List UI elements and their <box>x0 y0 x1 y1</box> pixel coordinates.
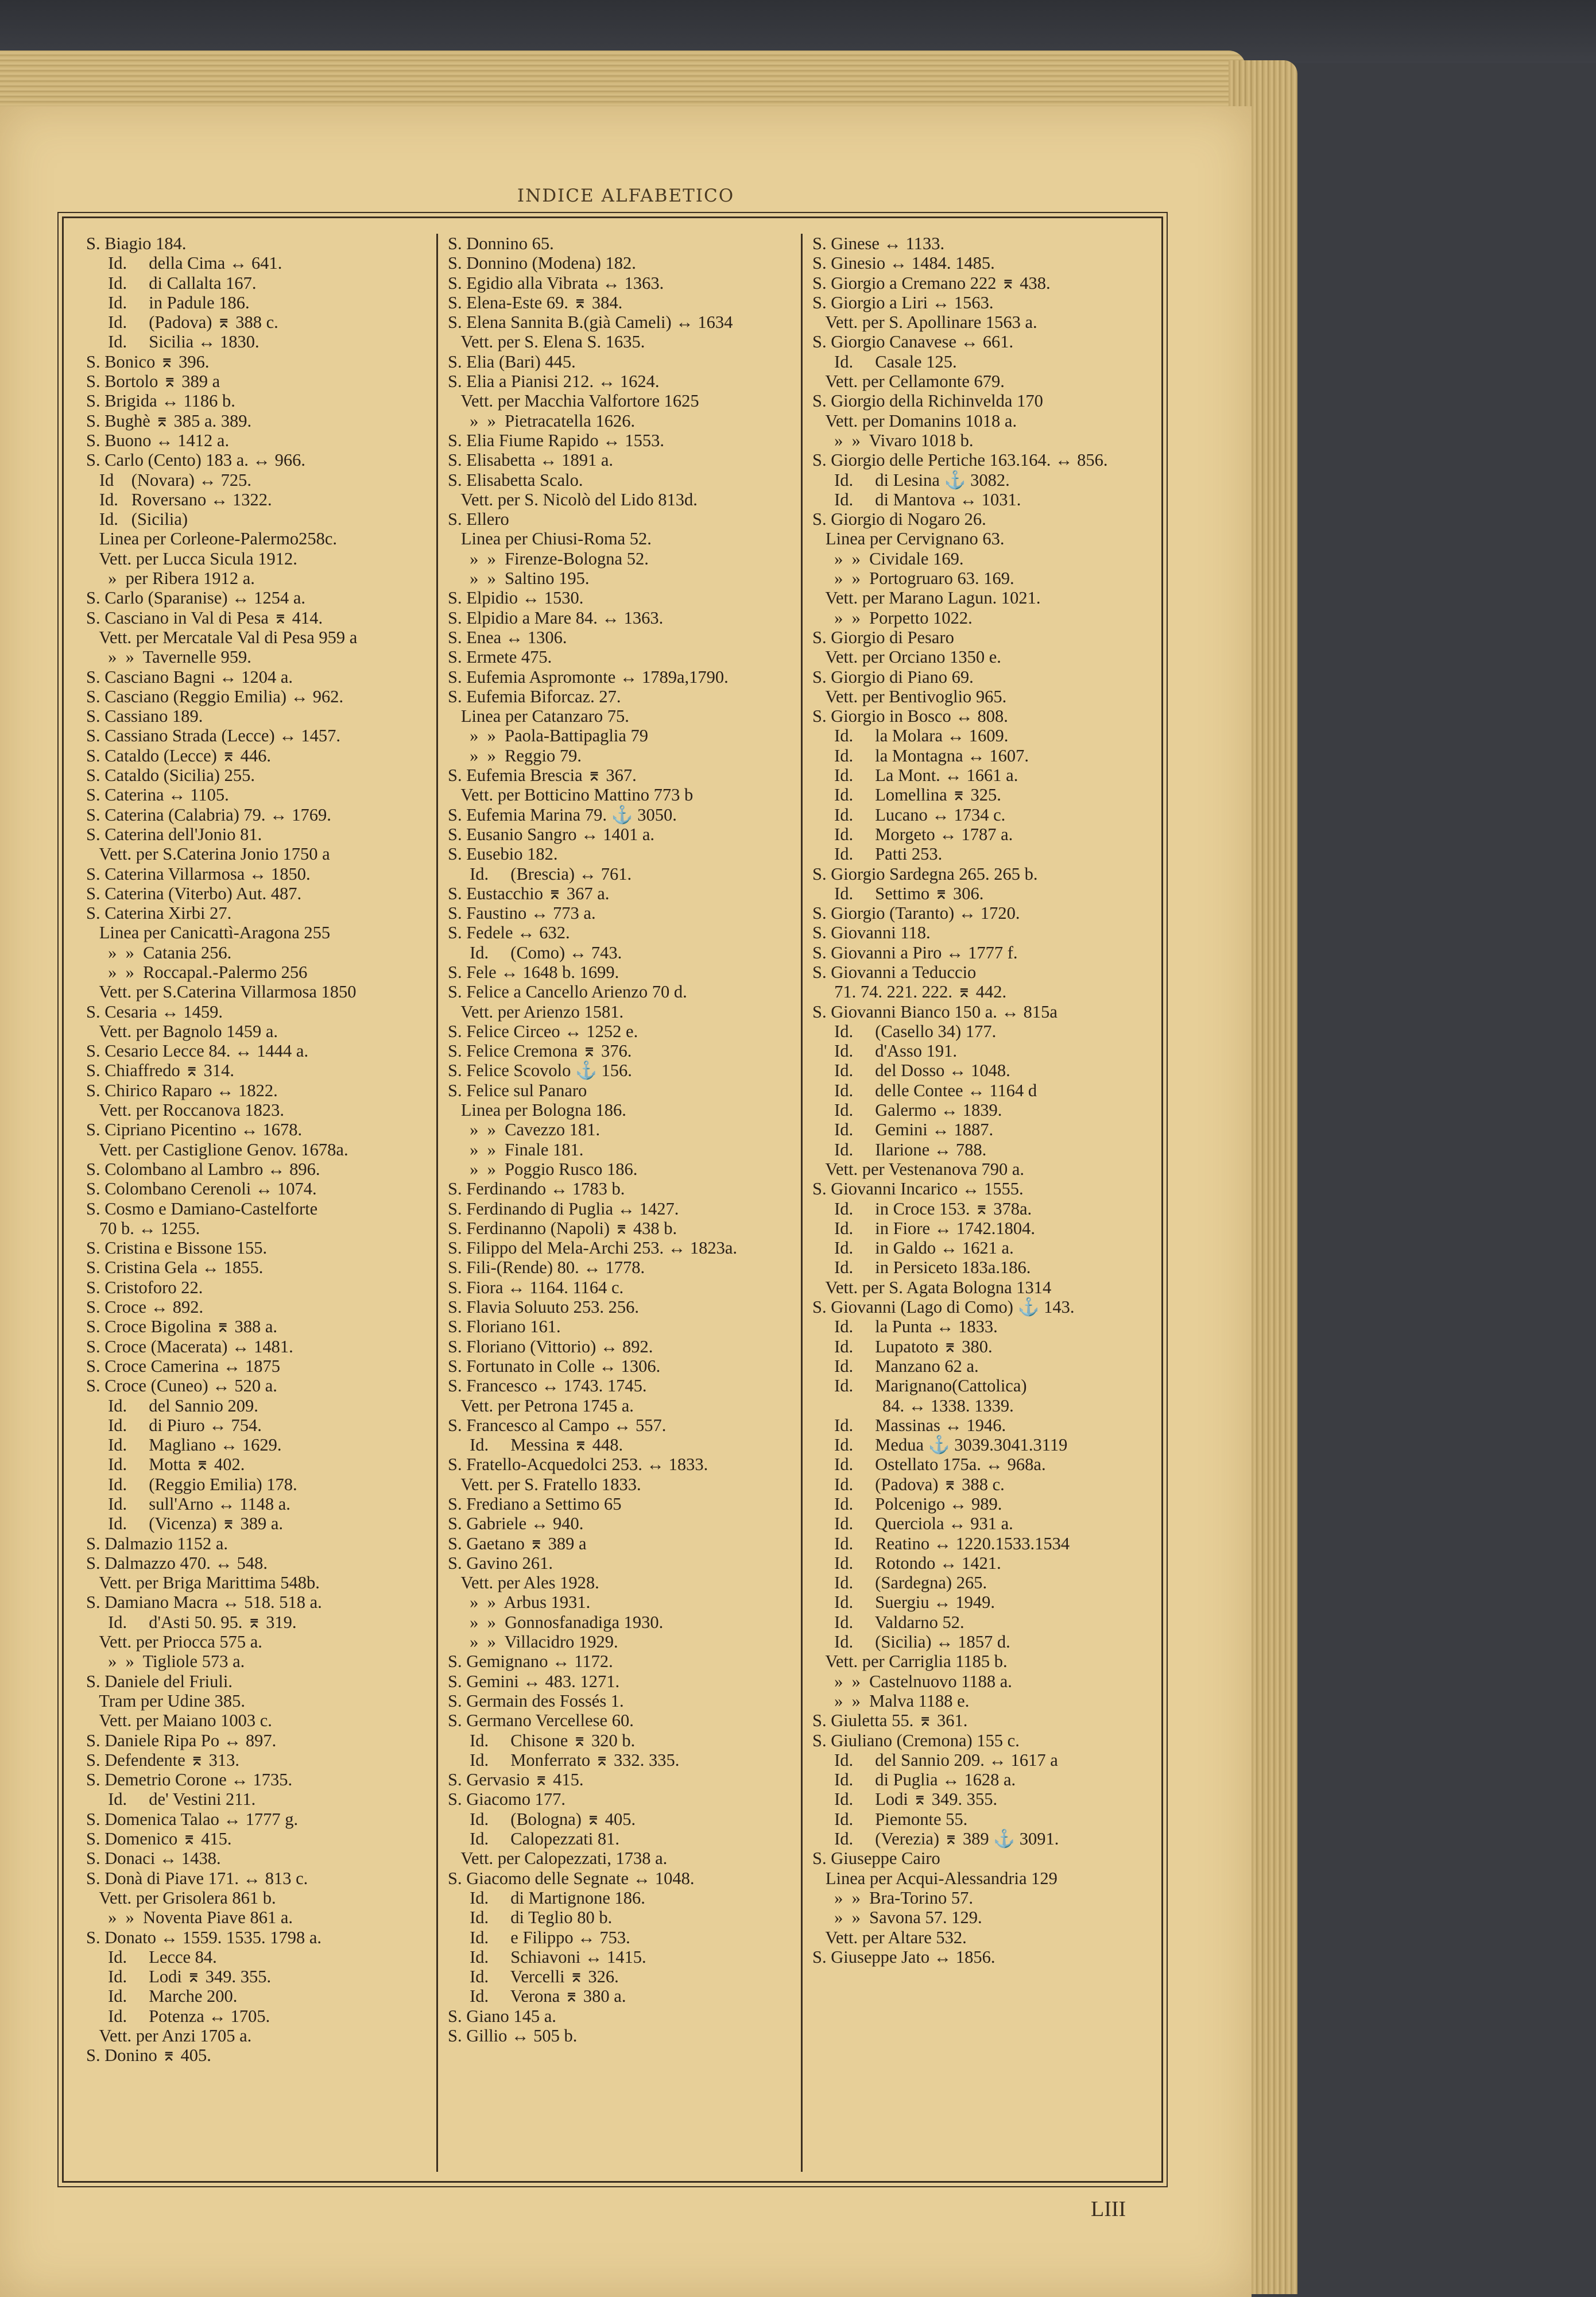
index-entry: Id. di Teglio 80 b. <box>448 1908 613 1928</box>
index-entry: S. Giorgio in Bosco ↔ 808. <box>812 706 1008 726</box>
index-entry: S. Cassiano 189. <box>86 706 203 726</box>
index-entry: S. Francesco ↔ 1743. 1745. <box>448 1376 647 1396</box>
index-entry: Vett. per Marano Lagun. 1021. <box>812 588 1041 608</box>
index-entry: S. Floriano 161. <box>448 1317 561 1337</box>
index-entry: Id. Sicilia ↔ 1830. <box>86 332 259 352</box>
index-entry: S. Eusanio Sangro ↔ 1401 a. <box>448 824 655 844</box>
index-entry: Id. (Verezia) ⌆ 389 ⚓ 3091. <box>812 1829 1059 1849</box>
index-entry: S. Bughè ⌆ 385 a. 389. <box>86 411 252 431</box>
index-entry: Id. (Sardegna) 265. <box>812 1573 987 1593</box>
index-entry: S. Giuletta 55. ⌆ 361. <box>812 1711 968 1731</box>
index-entry: S. Ginese ↔ 1133. <box>812 234 945 253</box>
index-entry: S. Daniele Ripa Po ↔ 897. <box>86 1730 277 1750</box>
index-entry: S. Biagio 184. <box>86 234 187 253</box>
index-entry: Id. Marche 200. <box>86 1986 238 2006</box>
index-entry: S. Daniele del Friuli. <box>86 1671 233 1691</box>
index-entry: S. Ginesio ↔ 1484. 1485. <box>812 253 995 273</box>
index-entry: Id. in Padule 186. <box>86 292 250 312</box>
book-page <box>0 106 1252 2297</box>
index-entry: » » Gonnosfanadiga 1930. <box>448 1612 664 1632</box>
index-entry: Id. Lucano ↔ 1734 c. <box>812 805 1006 825</box>
index-entry: Id. Ilarione ↔ 788. <box>812 1139 987 1159</box>
index-entry: 84. ↔ 1338. 1339. <box>812 1395 1014 1416</box>
index-entry: S. Giorgio a Liri ↔ 1563. <box>812 292 994 312</box>
index-entry: S. Giorgio di Nogaro 26. <box>812 509 986 529</box>
index-entry: Vett. per Anzi 1705 a. <box>86 2026 252 2046</box>
index-entry: Id. (Padova) ⌆ 388 c. <box>86 312 278 332</box>
column-rule <box>436 234 438 2172</box>
index-entry: S. Donnino 65. <box>448 234 554 253</box>
index-entry: Id. la Montagna ↔ 1607. <box>812 745 1029 765</box>
index-entry: S. Fratello-Acquedolci 253. ↔ 1833. <box>448 1455 708 1475</box>
index-entry: » » Pietracatella 1626. <box>448 411 636 431</box>
index-entry: S. Giovanni a Piro ↔ 1777 f. <box>812 942 1018 962</box>
index-entry: S. Dalmazio 1152 a. <box>86 1533 228 1553</box>
index-entry: S. Giorgio delle Pertiche 163.164. ↔ 856. <box>812 450 1108 470</box>
index-entry: Vett. per Lucca Sicula 1912. <box>86 548 297 569</box>
index-entry: S. Enea ↔ 1306. <box>448 627 567 647</box>
index-entry: S. Eufemia Biforcaz. 27. <box>448 686 621 706</box>
index-entry: Linea per Canicattì-Aragona 255 <box>86 923 331 943</box>
index-entry: Id. (Padova) ⌆ 388 c. <box>812 1474 1005 1494</box>
index-entry: » » Tavernelle 959. <box>86 647 251 667</box>
index-entry: S. Donaci ↔ 1438. <box>86 1849 221 1869</box>
index-entry: Id. Suergiu ↔ 1949. <box>812 1592 995 1612</box>
index-entry: Id. Potenza ↔ 1705. <box>86 2006 270 2026</box>
index-entry: S. Giovanni 118. <box>812 923 931 943</box>
index-entry: S. Caterina (Viterbo) Aut. 487. <box>86 883 302 903</box>
index-entry: Id. di Lesina ⚓ 3082. <box>812 470 1010 490</box>
index-entry: S. Gervasio ⌆ 415. <box>448 1770 584 1790</box>
index-entry: S. Egidio alla Vibrata ↔ 1363. <box>448 273 664 293</box>
index-entry: Id. Verona ⌆ 380 a. <box>448 1986 626 2006</box>
index-entry: S. Brigida ↔ 1186 b. <box>86 391 235 411</box>
index-entry: Linea per Chiusi-Roma 52. <box>448 529 652 549</box>
index-entry: S. Giorgio Canavese ↔ 661. <box>812 332 1014 352</box>
index-entry: S. Cristina e Bissone 155. <box>86 1238 268 1258</box>
index-entry: S. Ermete 475. <box>448 647 552 667</box>
index-entry: S. Donà di Piave 171. ↔ 813 c. <box>86 1868 308 1888</box>
index-entry: Id. (Sicilia) <box>86 509 188 529</box>
index-entry: S. Gemini ↔ 483. 1271. <box>448 1671 620 1691</box>
index-entry: S. Giacomo 177. <box>448 1789 566 1809</box>
index-entry: Id. (Reggio Emilia) 178. <box>86 1474 297 1494</box>
index-entry: Vett. per Carriglia 1185 b. <box>812 1652 1008 1672</box>
index-entry: Linea per Catanzaro 75. <box>448 706 629 726</box>
index-entry: Id. d'Asti 50. 95. ⌆ 319. <box>86 1612 297 1632</box>
index-entry: S. Elena Sannita B.(già Cameli) ↔ 1634 <box>448 312 733 332</box>
index-entry: S. Gemignano ↔ 1172. <box>448 1652 613 1672</box>
index-entry: S. Donato ↔ 1559. 1535. 1798 a. <box>86 1927 322 1947</box>
index-entry: Id. di Martignone 186. <box>448 1888 645 1908</box>
index-entry: Id. Marignano(Cattolica) <box>812 1376 1027 1396</box>
index-entry: » » Reggio 79. <box>448 745 582 765</box>
index-entry: S. Frediano a Settimo 65 <box>448 1494 622 1514</box>
index-entry: S. Eufemia Brescia ⌆ 367. <box>448 765 637 786</box>
index-entry: S. Cataldo (Lecce) ⌆ 446. <box>86 745 271 765</box>
index-entry: S. Elpidio ↔ 1530. <box>448 588 584 608</box>
index-entry: Linea per Corleone-Palermo258c. <box>86 529 338 549</box>
index-entry: » » Cividale 169. <box>812 548 964 569</box>
index-entry: S. Cesario Lecce 84. ↔ 1444 a. <box>86 1041 309 1061</box>
index-entry: » » Catania 256. <box>86 942 232 962</box>
index-entry: Id. (Bologna) ⌆ 405. <box>448 1809 636 1829</box>
index-entry: Id. Manzano 62 a. <box>812 1356 979 1376</box>
index-entry: » » Savona 57. 129. <box>812 1908 982 1928</box>
index-entry: S. Carlo (Cento) 183 a. ↔ 966. <box>86 450 306 470</box>
index-entry: S. Giorgio di Piano 69. <box>812 667 974 687</box>
index-entry: S. Eustacchio ⌆ 367 a. <box>448 883 610 903</box>
index-entry: Id. del Dosso ↔ 1048. <box>812 1061 1010 1081</box>
index-entry: Id. Morgeto ↔ 1787 a. <box>812 824 1013 844</box>
index-entry: S. Bonico ⌆ 396. <box>86 351 210 372</box>
index-entry: Vett. per S. Fratello 1833. <box>448 1474 641 1494</box>
index-entry: Id. del Sannio 209. ↔ 1617 a <box>812 1750 1058 1770</box>
index-entry: S. Gavino 261. <box>448 1553 553 1573</box>
index-entry: » » Firenze-Bologna 52. <box>448 548 649 569</box>
index-entry: S. Gabriele ↔ 940. <box>448 1514 584 1534</box>
index-entry: » » Malva 1188 e. <box>812 1691 970 1711</box>
index-entry: Vett. per Botticino Mattino 773 b <box>448 785 694 805</box>
index-entry: » » Villacidro 1929. <box>448 1632 618 1652</box>
index-entry: S. Elisabetta ↔ 1891 a. <box>448 450 614 470</box>
index-entry: » » Saltino 195. <box>448 569 590 589</box>
index-entry: Linea per Acqui-Alessandria 129 <box>812 1868 1057 1888</box>
index-entry: S. Faustino ↔ 773 a. <box>448 903 596 923</box>
index-entry: Linea per Bologna 186. <box>448 1100 626 1120</box>
index-entry: S. Croce ↔ 892. <box>86 1297 204 1317</box>
index-entry: Id. Magliano ↔ 1629. <box>86 1435 282 1455</box>
index-entry: Id. Lodi ⌆ 349. 355. <box>86 1967 272 1987</box>
index-entry: S. Eusebio 182. <box>448 844 558 864</box>
index-entry: S. Cosmo e Damiano-Castelforte <box>86 1198 318 1219</box>
index-entry: S. Giovanni (Lago di Como) ⚓ 143. <box>812 1297 1075 1317</box>
index-entry: Id. Reatino ↔ 1220.1533.1534 <box>812 1533 1070 1553</box>
index-entry: S. Chiaffredo ⌆ 314. <box>86 1061 234 1081</box>
index-entry: Id. Ostellato 175a. ↔ 968a. <box>812 1455 1046 1475</box>
index-entry: S. Cataldo (Sicilia) 255. <box>86 765 255 786</box>
index-entry: S. Defendente ⌆ 313. <box>86 1750 239 1770</box>
index-entry: Vett. per S. Nicolò del Lido 813d. <box>448 489 698 509</box>
index-entry: Vett. per Roccanova 1823. <box>86 1100 285 1120</box>
index-entry: Vett. per Calopezzati, 1738 a. <box>448 1849 668 1869</box>
index-entry: S. Gillio ↔ 505 b. <box>448 2026 578 2046</box>
index-entry: Id. Galermo ↔ 1839. <box>812 1100 1002 1120</box>
index-entry: Id. Lodi ⌆ 349. 355. <box>812 1789 998 1809</box>
index-entry: Id. Settimo ⌆ 306. <box>812 883 984 903</box>
index-entry: S. Giorgio di Pesaro <box>812 627 954 647</box>
index-entry: Id. Valdarno 52. <box>812 1612 964 1632</box>
index-entry: S. Elisabetta Scalo. <box>448 470 583 490</box>
index-entry: Id. e Filippo ↔ 753. <box>448 1927 630 1947</box>
index-entry: S. Bortolo ⌆ 389 a <box>86 372 220 392</box>
index-entry: Id (Novara) ↔ 725. <box>86 470 251 490</box>
index-entry: S. Germano Vercellese 60. <box>448 1711 634 1731</box>
index-entry: S. Cristoforo 22. <box>86 1277 203 1297</box>
index-entry: S. Elena-Este 69. ⌆ 384. <box>448 292 623 312</box>
index-entry: Linea per Cervignano 63. <box>812 529 1005 549</box>
index-entry: Id. Schiavoni ↔ 1415. <box>448 1947 646 1967</box>
index-entry: Id. del Sannio 209. <box>86 1395 258 1416</box>
index-entry: Id. d'Asso 191. <box>812 1041 958 1061</box>
index-entry: S. Croce (Cuneo) ↔ 520 a. <box>86 1376 277 1396</box>
page-stack-top <box>0 51 1246 114</box>
index-entry: Id. di Piuro ↔ 754. <box>86 1415 262 1435</box>
index-entry: S. Donnino (Modena) 182. <box>448 253 636 273</box>
index-entry: S. Caterina ↔ 1105. <box>86 785 229 805</box>
index-entry: S. Elia Fiume Rapido ↔ 1553. <box>448 430 665 450</box>
index-entry: Vett. per Bentivoglio 965. <box>812 686 1007 706</box>
index-entry: S. Caterina Xirbi 27. <box>86 903 232 923</box>
index-column-3 <box>812 234 1163 2175</box>
index-entry: S. Cristina Gela ↔ 1855. <box>86 1258 264 1278</box>
index-entry: S. Ferdinando di Puglia ↔ 1427. <box>448 1198 679 1219</box>
index-entry: Vett. per S. Apollinare 1563 a. <box>812 312 1037 332</box>
index-entry: S. Croce (Macerata) ↔ 1481. <box>86 1336 293 1356</box>
index-entry: S. Giovanni Bianco 150 a. ↔ 815a <box>812 1001 1057 1022</box>
index-entry: Vett. per Grisolera 861 b. <box>86 1888 276 1908</box>
index-entry: » » Paola-Battipaglia 79 <box>448 726 648 746</box>
index-entry: S. Giuliano (Cremona) 155 c. <box>812 1730 1020 1750</box>
index-entry: Id. (Casello 34) 177. <box>812 1021 997 1041</box>
index-entry: Id. la Punta ↔ 1833. <box>812 1317 998 1337</box>
index-entry: S. Damiano Macra ↔ 518. 518 a. <box>86 1592 322 1612</box>
index-entry: Id. de' Vestini 211. <box>86 1789 256 1809</box>
index-entry: Id. in Croce 153. ⌆ 378a. <box>812 1198 1032 1219</box>
index-entry: Vett. per Maiano 1003 c. <box>86 1711 272 1731</box>
index-entry: Id. Massinas ↔ 1946. <box>812 1415 1006 1435</box>
index-entry: » » Noventa Piave 861 a. <box>86 1908 293 1928</box>
index-entry: » » Portogruaro 63. 169. <box>812 569 1014 589</box>
index-entry: » » Vivaro 1018 b. <box>812 430 974 450</box>
index-entry: S. Giacomo delle Segnate ↔ 1048. <box>448 1868 695 1888</box>
index-entry: Vett. per Petrona 1745 a. <box>448 1395 634 1416</box>
index-entry: S. Floriano (Vittorio) ↔ 892. <box>448 1336 653 1356</box>
index-entry: Id. Piemonte 55. <box>812 1809 968 1829</box>
index-entry: S. Giovanni a Teduccio <box>812 962 977 982</box>
index-entry: Id. Messina ⌆ 448. <box>448 1435 623 1455</box>
index-entry: S. Flavia Soluuto 253. 256. <box>448 1297 639 1317</box>
index-entry: » » Roccapal.-Palermo 256 <box>86 962 308 982</box>
index-entry: Vett. per S.Caterina Jonio 1750 a <box>86 844 330 864</box>
index-entry: Id. La Mont. ↔ 1661 a. <box>812 765 1018 786</box>
index-entry: Id. (Brescia) ↔ 761. <box>448 864 632 884</box>
index-entry: S. Casciano Bagni ↔ 1204 a. <box>86 667 293 687</box>
index-entry: Id. in Fiore ↔ 1742.1804. <box>812 1218 1036 1238</box>
column-rule <box>801 234 803 2172</box>
index-entry: S. Felice sul Panaro <box>448 1080 587 1100</box>
index-entry: S. Gaetano ⌆ 389 a <box>448 1533 587 1553</box>
index-entry: S. Ferdinando ↔ 1783 b. <box>448 1179 625 1199</box>
index-entry: S. Eufemia Aspromonte ↔ 1789a,1790. <box>448 667 729 687</box>
index-entry: Vett. per S. Agata Bologna 1314 <box>812 1277 1052 1297</box>
index-entry: » » Arbus 1931. <box>448 1592 591 1612</box>
index-entry: S. Buono ↔ 1412 a. <box>86 430 230 450</box>
index-entry: S. Giuseppe Cairo <box>812 1849 940 1869</box>
index-entry: Vett. per Bagnolo 1459 a. <box>86 1021 278 1041</box>
index-entry: S. Giorgio della Richinvelda 170 <box>812 391 1043 411</box>
index-entry: Vett. per Macchia Valfortore 1625 <box>448 391 699 411</box>
index-entry: » per Ribera 1912 a. <box>86 569 255 589</box>
index-entry: Id. in Persiceto 183a.186. <box>812 1258 1031 1278</box>
index-entry: S. Caterina Villarmosa ↔ 1850. <box>86 864 311 884</box>
index-entry: Vett. per S.Caterina Villarmosa 1850 <box>86 982 357 1002</box>
index-entry: S. Dalmazzo 470. ↔ 548. <box>86 1553 268 1573</box>
index-entry: » » Bra-Torino 57. <box>812 1888 973 1908</box>
index-entry: S. Germain des Fossés 1. <box>448 1691 624 1711</box>
index-entry: S. Casciano in Val di Pesa ⌆ 414. <box>86 608 323 628</box>
index-entry: S. Colombano al Lambro ↔ 896. <box>86 1159 320 1179</box>
index-entry: Id. Querciola ↔ 931 a. <box>812 1514 1013 1534</box>
index-entry: S. Demetrio Corone ↔ 1735. <box>86 1770 293 1790</box>
running-head: INDICE ALFABETICO <box>517 185 735 206</box>
index-entry: Id. Patti 253. <box>812 844 943 864</box>
index-entry: S. Giuseppe Jato ↔ 1856. <box>812 1947 995 1967</box>
index-entry: Id. di Callalta 167. <box>86 273 257 293</box>
index-column-2 <box>448 234 798 2175</box>
index-entry: S. Elia a Pianisi 212. ↔ 1624. <box>448 372 660 392</box>
index-entry: S. Giano 145 a. <box>448 2006 556 2026</box>
index-entry: S. Cassiano Strada (Lecce) ↔ 1457. <box>86 726 340 746</box>
index-entry: S. Donino ⌆ 405. <box>86 2045 211 2066</box>
index-entry: Id. Lomellina ⌆ 325. <box>812 785 1001 805</box>
index-entry: S. Fortunato in Colle ↔ 1306. <box>448 1356 661 1376</box>
index-entry: » » Poggio Rusco 186. <box>448 1159 638 1179</box>
index-entry: S. Fiora ↔ 1164. 1164 c. <box>448 1277 624 1297</box>
index-entry: S. Colombano Cerenoli ↔ 1074. <box>86 1179 317 1199</box>
index-entry: S. Cesaria ↔ 1459. <box>86 1001 223 1022</box>
index-entry: Id. (Vicenza) ⌆ 389 a. <box>86 1514 284 1534</box>
index-entry: S. Elia (Bari) 445. <box>448 351 576 372</box>
index-entry: Id. delle Contee ↔ 1164 d <box>812 1080 1037 1100</box>
index-entry: Id. di Mantova ↔ 1031. <box>812 489 1021 509</box>
index-entry: Vett. per Altare 532. <box>812 1927 967 1947</box>
index-entry: S. Ferdinanno (Napoli) ⌆ 438 b. <box>448 1218 677 1238</box>
index-entry: Id. Chisone ⌆ 320 b. <box>448 1730 636 1750</box>
index-entry: Id. sull'Arno ↔ 1148 a. <box>86 1494 290 1514</box>
index-entry: S. Giorgio (Taranto) ↔ 1720. <box>812 903 1020 923</box>
index-entry: Vett. per Vestenanova 790 a. <box>812 1159 1025 1179</box>
page-number: LIII <box>1091 2197 1126 2221</box>
index-entry: Id. Gemini ↔ 1887. <box>812 1120 994 1140</box>
index-entry: Vett. per Priocca 575 a. <box>86 1632 262 1652</box>
index-entry: Id. Casale 125. <box>812 351 957 372</box>
index-entry: Vett. per Ales 1928. <box>448 1573 599 1593</box>
index-entry: 70 b. ↔ 1255. <box>86 1218 200 1238</box>
index-entry: S. Eufemia Marina 79. ⚓ 3050. <box>448 805 677 825</box>
index-entry: Id. (Como) ↔ 743. <box>448 942 622 962</box>
index-entry: » » Cavezzo 181. <box>448 1120 601 1140</box>
index-entry: S. Chirico Raparo ↔ 1822. <box>86 1080 278 1100</box>
index-entry: S. Felice Scovolo ⚓ 156. <box>448 1061 632 1081</box>
index-entry: Id. Polcenigo ↔ 989. <box>812 1494 1002 1514</box>
index-entry: Vett. per Domanins 1018 a. <box>812 411 1017 431</box>
index-entry: 71. 74. 221. 222. ⌆ 442. <box>812 982 1007 1002</box>
index-entry: S. Croce Bigolina ⌆ 388 a. <box>86 1317 278 1337</box>
index-entry: Id. la Molara ↔ 1609. <box>812 726 1009 746</box>
index-entry: S. Felice Circeo ↔ 1252 e. <box>448 1021 638 1041</box>
index-entry: S. Cipriano Picentino ↔ 1678. <box>86 1120 303 1140</box>
index-entry: S. Giorgio Sardegna 265. 265 b. <box>812 864 1038 884</box>
index-entry: » » Finale 181. <box>448 1139 584 1159</box>
index-entry: S. Croce Camerina ↔ 1875 <box>86 1356 280 1376</box>
index-entry: Vett. per Castiglione Genov. 1678a. <box>86 1139 348 1159</box>
index-entry: » » Porpetto 1022. <box>812 608 973 628</box>
index-entry: S. Caterina (Calabria) 79. ↔ 1769. <box>86 805 331 825</box>
index-entry: S. Filippo del Mela-Archi 253. ↔ 1823a. <box>448 1238 738 1258</box>
index-entry: S. Giovanni Incarico ↔ 1555. <box>812 1179 1024 1199</box>
index-entry: Id. di Puglia ↔ 1628 a. <box>812 1770 1016 1790</box>
index-entry: S. Felice a Cancello Arienzo 70 d. <box>448 982 687 1002</box>
index-entry: Id. della Cima ↔ 641. <box>86 253 282 273</box>
index-entry: Id. Medua ⚓ 3039.3041.3119 <box>812 1435 1068 1455</box>
index-entry: Id. Monferrato ⌆ 332. 335. <box>448 1750 680 1770</box>
index-entry: » » Tigliole 573 a. <box>86 1652 245 1672</box>
index-entry: Vett. per Arienzo 1581. <box>448 1001 624 1022</box>
index-column-1 <box>86 234 436 2175</box>
index-entry: S. Fele ↔ 1648 b. 1699. <box>448 962 619 982</box>
index-entry: S. Domenica Talao ↔ 1777 g. <box>86 1809 299 1829</box>
index-entry: S. Ellero <box>448 509 509 529</box>
index-entry: » » Castelnuovo 1188 a. <box>812 1671 1012 1691</box>
index-entry: Id. (Sicilia) ↔ 1857 d. <box>812 1632 1010 1652</box>
index-entry: Id. Roversano ↔ 1322. <box>86 489 272 509</box>
index-entry: S. Felice Cremona ⌆ 376. <box>448 1041 632 1061</box>
index-entry: Tram per Udine 385. <box>86 1691 246 1711</box>
index-entry: S. Giorgio a Cremano 222 ⌆ 438. <box>812 273 1051 293</box>
index-entry: S. Francesco al Campo ↔ 557. <box>448 1415 667 1435</box>
index-entry: S. Elpidio a Mare 84. ↔ 1363. <box>448 608 664 628</box>
index-entry: Vett. per S. Elena S. 1635. <box>448 332 645 352</box>
index-entry: Id. Motta ⌆ 402. <box>86 1455 245 1475</box>
index-entry: Vett. per Cellamonte 679. <box>812 372 1005 392</box>
index-entry: S. Casciano (Reggio Emilia) ↔ 962. <box>86 686 344 706</box>
index-entry: Vett. per Mercatale Val di Pesa 959 a <box>86 627 358 647</box>
index-entry: Id. Rotondo ↔ 1421. <box>812 1553 1001 1573</box>
index-entry: Id. Lupatoto ⌆ 380. <box>812 1336 993 1356</box>
index-entry: S. Fili-(Rende) 80. ↔ 1778. <box>448 1258 645 1278</box>
index-entry: S. Domenico ⌆ 415. <box>86 1829 232 1849</box>
index-entry: S. Carlo (Sparanise) ↔ 1254 a. <box>86 588 306 608</box>
index-entry: Id. Lecce 84. <box>86 1947 217 1967</box>
index-entry: Vett. per Orciano 1350 e. <box>812 647 1001 667</box>
index-entry: S. Fedele ↔ 632. <box>448 923 570 943</box>
index-entry: S. Caterina dell'Jonio 81. <box>86 824 262 844</box>
index-entry: Id. in Galdo ↔ 1621 a. <box>812 1238 1014 1258</box>
index-entry: Id. Calopezzati 81. <box>448 1829 619 1849</box>
index-entry: Vett. per Briga Marittima 548b. <box>86 1573 320 1593</box>
index-entry: Id. Vercelli ⌆ 326. <box>448 1967 619 1987</box>
